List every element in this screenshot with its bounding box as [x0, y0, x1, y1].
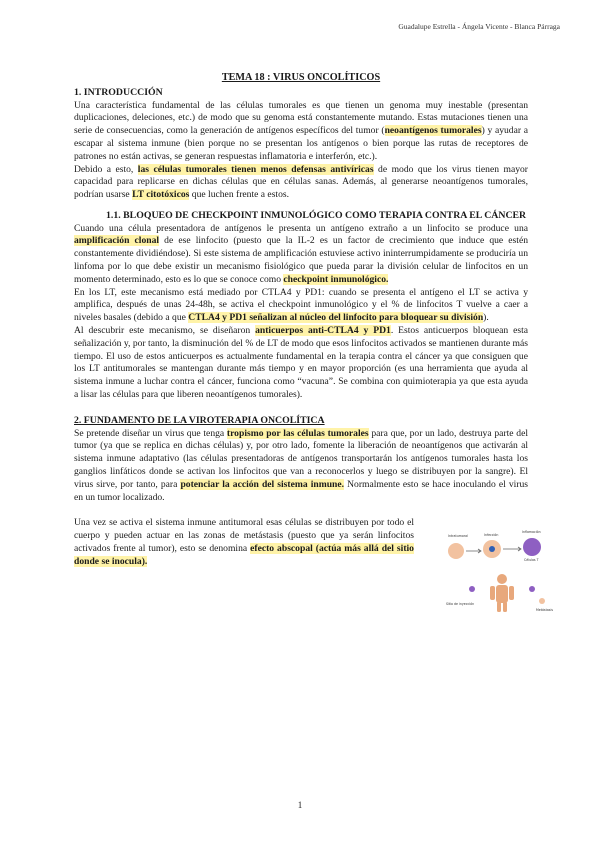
- abscopal-block: [74, 517, 553, 613]
- highlight: las células tumorales tienen menos defensas antivíricas: [137, 163, 374, 175]
- page-header: [398, 22, 560, 31]
- virus-icon: [489, 546, 495, 552]
- section-heading-checkpoint: 1.1. BLOQUEO DE CHECKPOINT INMUNOLÓGICO COMO TERAPIA CONTRA EL CÁNCER: [106, 209, 527, 221]
- tumor-cell-icon: [448, 543, 464, 559]
- t-cell-icon: [529, 586, 535, 592]
- highlight: anticuerpos anti-CTLA4 y PD1: [255, 324, 391, 336]
- highlight: CTLA4 y PD1 señalizan al núcleo del linfocito para bloquear su división: [188, 312, 484, 324]
- figure-label: Intratumoral: [448, 534, 468, 539]
- figure-svg: [442, 527, 562, 613]
- abscopal-effect-figure: [442, 527, 562, 613]
- paragraph: Una característica fundamental de las células tumorales es que tienen un genoma muy inestable (presentan duplicaciones, deleciones, etc.) de modo que su genoma está constantemente mutando. Estas mutaciones tienen una serie de consecuencias, como la generación de antígenos específicos del tumor (neoantígenos tumorales) y ayudar a escapar al sistema inmune (bien porque no se presentan los antígenos o bien porque las rutas de receptores de patrones no están activas, se generan respuestas inflamatoria e interferón, etc.).: [74, 99, 528, 162]
- paragraph: Cuando una célula presentadora de antígenos le presenta un antígeno extraño a un linfocito se produce una amplificación clonal de ese linfocito (puesto que la IL-2 es un factor de crecimiento que induce que estén constantemente dividiéndose). Si este sistema de amplificación estuviese activo ininterrumpidamente se produciría un linfoma por lo que debe existir un mecanismo fisiológico que pueda parar la división celular de linfocitos en un momento determinado, esto es lo que se conoce como checkpoint inmunológico.: [74, 222, 529, 285]
- authors: Guadalupe Estrella - Ángela Vicente - Blanca Párraga: [398, 22, 560, 31]
- page-number: 1: [297, 800, 303, 810]
- document-body: [74, 72, 553, 613]
- paragraph: Debido a esto, las células tumorales tienen menos defensas antivíricas de modo que los virus tienen mayor capacidad para replicarse en dichas células que en células sanas. Además, al generarse neoantígenos tumorales, podrían usarse LT citotóxicos que luchen frente a estos.: [74, 163, 528, 201]
- paragraph: En los LT, este mecanismo está mediado por CTLA4 y PD1: cuando se presenta el antígeno el LT se activa y amplifica, después de unas 24-48h, se activa el checkpoint inmunológico y el % de linfocitos T vuelve a caer a niveles basales (debido a que CTLA4 y PD1 señalizan al núcleo del linfocito para bloquear su división).: [74, 286, 528, 324]
- highlight: tropismo por las células tumorales: [226, 427, 369, 439]
- figure-label: Inflamación: [522, 530, 541, 535]
- paragraph: Una vez se activa el sistema inmune antitumoral esas células se distribuyen por todo el cuerpo y pueden actuar en las zonas de metástasis (puesto que ya serán linfocitos activados frente al tumor), esto se denomina efecto abscopal (actúa más allá del sitio donde se inocula).: [74, 517, 414, 567]
- section-heading-viroterapia: 2. FUNDAMENTO DE LA VIROTERAPIA ONCOLÍTICA: [74, 414, 325, 426]
- highlight: efecto abscopal (actúa más allá del sitio donde se inocula).: [74, 542, 414, 567]
- document-title: TEMA 18 : VIRUS ONCOLÍTICOS: [221, 72, 381, 83]
- figure-label: Sitio de inyección: [446, 602, 475, 607]
- figure-label: Células T: [524, 558, 539, 563]
- figure-label: Metástasis: [536, 608, 553, 613]
- t-cell-icon: [469, 586, 475, 592]
- arrow-icon: [466, 549, 481, 553]
- highlight: potenciar la acción del sistema inmune.: [180, 478, 345, 490]
- metastasis-icon: [539, 598, 545, 604]
- t-cell-cluster-icon: [523, 538, 541, 556]
- figure-label: Infección: [484, 533, 499, 538]
- section-heading-introduccion: 1. INTRODUCCIÓN: [74, 86, 163, 98]
- highlight: LT citotóxicos: [132, 189, 190, 201]
- paragraph: Se pretende diseñar un virus que tenga tropismo por las células tumorales para que, por un lado, destruya parte del tumor (ya que se replica en dichas células) y, por otro lado, fomente la liberación de neoantígenos que activarán al sistema inmune adaptativo (las células presentadoras de antígenos transportarán los antígenos tumorales hasta los ganglios linfáticos donde se activan los linfocitos que van a reconocerlos y luego se distribuyen por la sangre). El virus sirve, por tanto, para potenciar la acción del sistema inmune. Normalmente esto se hace inoculando el virus en un tumor localizado.: [74, 427, 529, 503]
- arrow-icon: [503, 547, 521, 551]
- human-body-icon: [490, 574, 514, 612]
- highlight: neoantígenos tumorales: [384, 125, 482, 137]
- highlight: checkpoint inmunológico.: [283, 273, 389, 285]
- highlight: amplificación clonal: [74, 235, 160, 247]
- paragraph: Al descubrir este mecanismo, se diseñaron anticuerpos anti-CTLA4 y PD1. Estos anticuerpos bloquean esta señalización y, por tanto, la disminución del % de LT de modo que esos linfocitos activados se mantienen durante más tiempo. El uso de estos anticuerpos es actualmente fundamental en la terapia contra el cáncer ya que consiguen que los LT antitumorales se mantengan durante más tiempo y en mayor proporción (es una herramienta que ayuda al sistema inmune a luchar contra el cáncer, funciona como “vacuna”. Se combina con quimioterapia ya que esta ayuda a lisar las células para que liberen neoantígenos tumorales).: [74, 324, 529, 400]
